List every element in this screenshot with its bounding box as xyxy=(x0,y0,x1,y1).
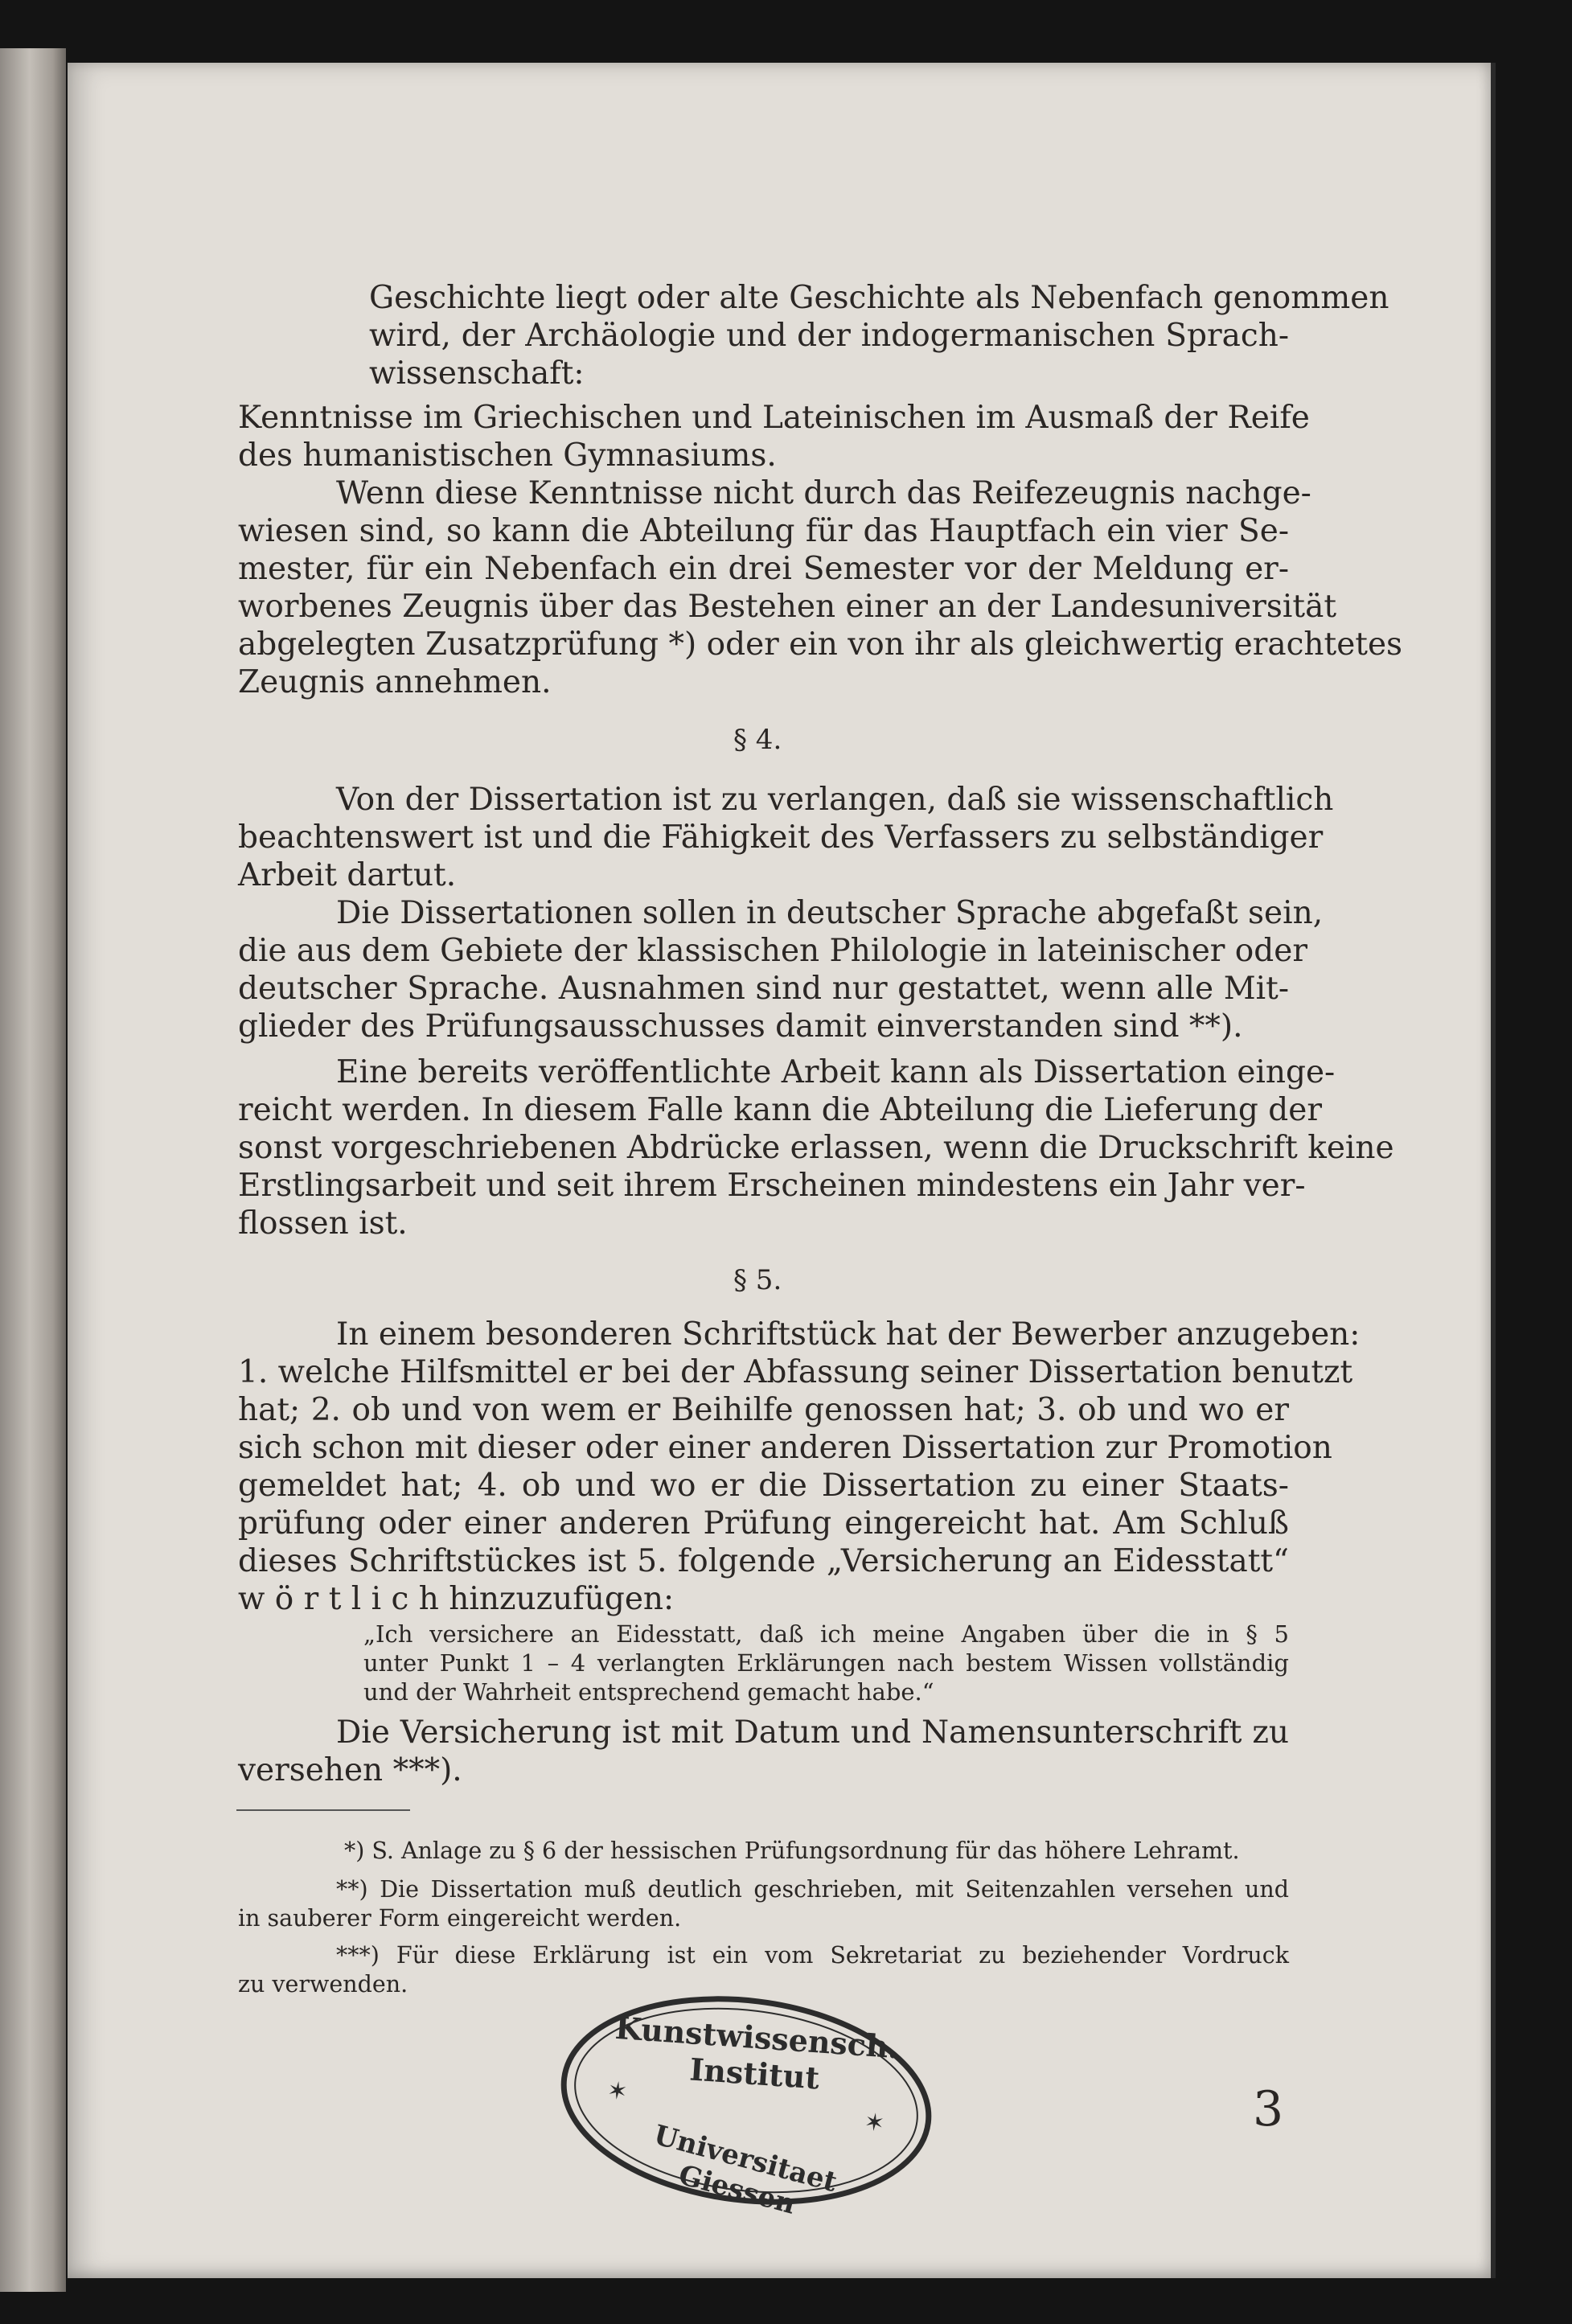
section-heading: § 4. xyxy=(733,724,782,756)
footnote-line: in sauberer Form eingereicht werden. xyxy=(238,1905,682,1932)
text-line: worbenes Zeugnis über das Bestehen einer an der Landesuniversität xyxy=(238,589,1336,625)
text-line: Von der Dissertation ist zu verlangen, daß sie wissenschaftlich xyxy=(336,782,1334,818)
text-line: Die Dissertationen sollen in deutscher Sprache abgefaßt sein, xyxy=(336,895,1324,931)
footnote-line: **) Die Dissertation muß deutlich geschrieben, mit Seitenzahlen versehen und xyxy=(336,1876,1289,1903)
footnote-line: zu verwenden. xyxy=(238,1971,408,1998)
quote-line: unter Punkt 1 – 4 verlangten Erklärungen nach bestem Wissen vollständig xyxy=(363,1649,1289,1677)
text-line: des humanistischen Gymnasiums. xyxy=(238,437,777,474)
text-line: deutscher Sprache. Ausnahmen sind nur gestattet, wenn alle Mit- xyxy=(238,971,1289,1007)
text-line: versehen ***). xyxy=(238,1752,462,1788)
footnote-line: *) S. Anlage zu § 6 der hessischen Prüfungsordnung für das höhere Lehramt. xyxy=(344,1837,1240,1864)
stamp-bottom-text: Universitaet Giessen xyxy=(650,2119,840,2221)
text-line: wissenschaft: xyxy=(369,355,585,392)
text-line: abgelegten Zusatzprüfung *) oder ein von ihr als gleichwertig erachtetes xyxy=(238,626,1403,663)
text-line: hat; 2. ob und von wem er Beihilfe genossen hat; 3. ob und wo er xyxy=(238,1392,1289,1428)
text-line: Arbeit dartut. xyxy=(238,857,457,893)
text-line: Die Versicherung ist mit Datum und Namensunterschrift zu xyxy=(336,1714,1289,1751)
section-heading: § 5. xyxy=(733,1264,782,1296)
text-line: wird, der Archäologie und der indogermanischen Sprach- xyxy=(369,318,1289,354)
text-line: die aus dem Gebiete der klassischen Philologie in lateinischer oder xyxy=(238,933,1307,969)
text-line: 1. welche Hilfsmittel er bei der Abfassung seiner Dissertation benutzt xyxy=(238,1354,1353,1390)
quote-line: „Ich versichere an Eidesstatt, daß ich meine Angaben über die in § 5 xyxy=(363,1620,1289,1648)
text-line: Geschichte liegt oder alte Geschichte als Nebenfach genommen xyxy=(369,280,1389,316)
text-line: prüfung oder einer anderen Prüfung eingereicht hat. Am Schluß xyxy=(238,1505,1289,1542)
text-line: gemeldet hat; 4. ob und wo er die Dissertation zu einer Staats- xyxy=(238,1468,1289,1504)
text-line: sich schon mit dieser oder einer anderen Dissertation zur Promotion xyxy=(238,1430,1332,1466)
text-line: sonst vorgeschriebenen Abdrücke erlassen, wenn die Druckschrift keine xyxy=(238,1130,1394,1166)
stamp-top-text: Kunstwissensch. Institut xyxy=(614,2009,901,2096)
text-line: Wenn diese Kenntnisse nicht durch das Reifezeugnis nachge- xyxy=(336,475,1311,511)
text-line: In einem besonderen Schriftstück hat der Bewerber anzugeben: xyxy=(336,1316,1361,1353)
text-line: flossen ist. xyxy=(238,1205,408,1242)
text-line: dieses Schriftstückes ist 5. folgende „Versicherung an Eidesstatt“ xyxy=(238,1543,1289,1579)
text-line: Eine bereits veröffentlichte Arbeit kann als Dissertation einge- xyxy=(336,1054,1336,1090)
text-line: Erstlingsarbeit und seit ihrem Erscheinen mindestens ein Jahr ver- xyxy=(238,1168,1306,1204)
text-line: beachtenswert ist und die Fähigkeit des Verfassers zu selbständiger xyxy=(238,819,1324,856)
text-line: Zeugnis annehmen. xyxy=(238,664,552,700)
text-line: glieder des Prüfungsausschusses damit einverstanden sind **). xyxy=(238,1008,1243,1045)
text-line: mester, für ein Nebenfach ein drei Semester vor der Meldung er- xyxy=(238,551,1289,587)
footnote-line: ***) Für diese Erklärung ist ein vom Sekretariat zu beziehender Vordruck xyxy=(336,1942,1289,1969)
text-line: Kenntnisse im Griechischen und Lateinischen im Ausmaß der Reife xyxy=(238,400,1310,436)
text-line: w ö r t l i c h hinzuzufügen: xyxy=(238,1581,675,1617)
text-line: reicht werden. In diesem Falle kann die Abteilung die Lieferung der xyxy=(238,1092,1322,1128)
footnote-rule xyxy=(236,1809,410,1811)
page-number: 3 xyxy=(1253,2081,1284,2137)
quote-line: und der Wahrheit entsprechend gemacht habe.“ xyxy=(363,1678,934,1706)
text-line: wiesen sind, so kann die Abteilung für das Hauptfach ein vier Se- xyxy=(238,513,1289,549)
stamp-star-icon: ✶ xyxy=(605,2076,630,2107)
stamp-star-icon: ✶ xyxy=(862,2108,886,2139)
